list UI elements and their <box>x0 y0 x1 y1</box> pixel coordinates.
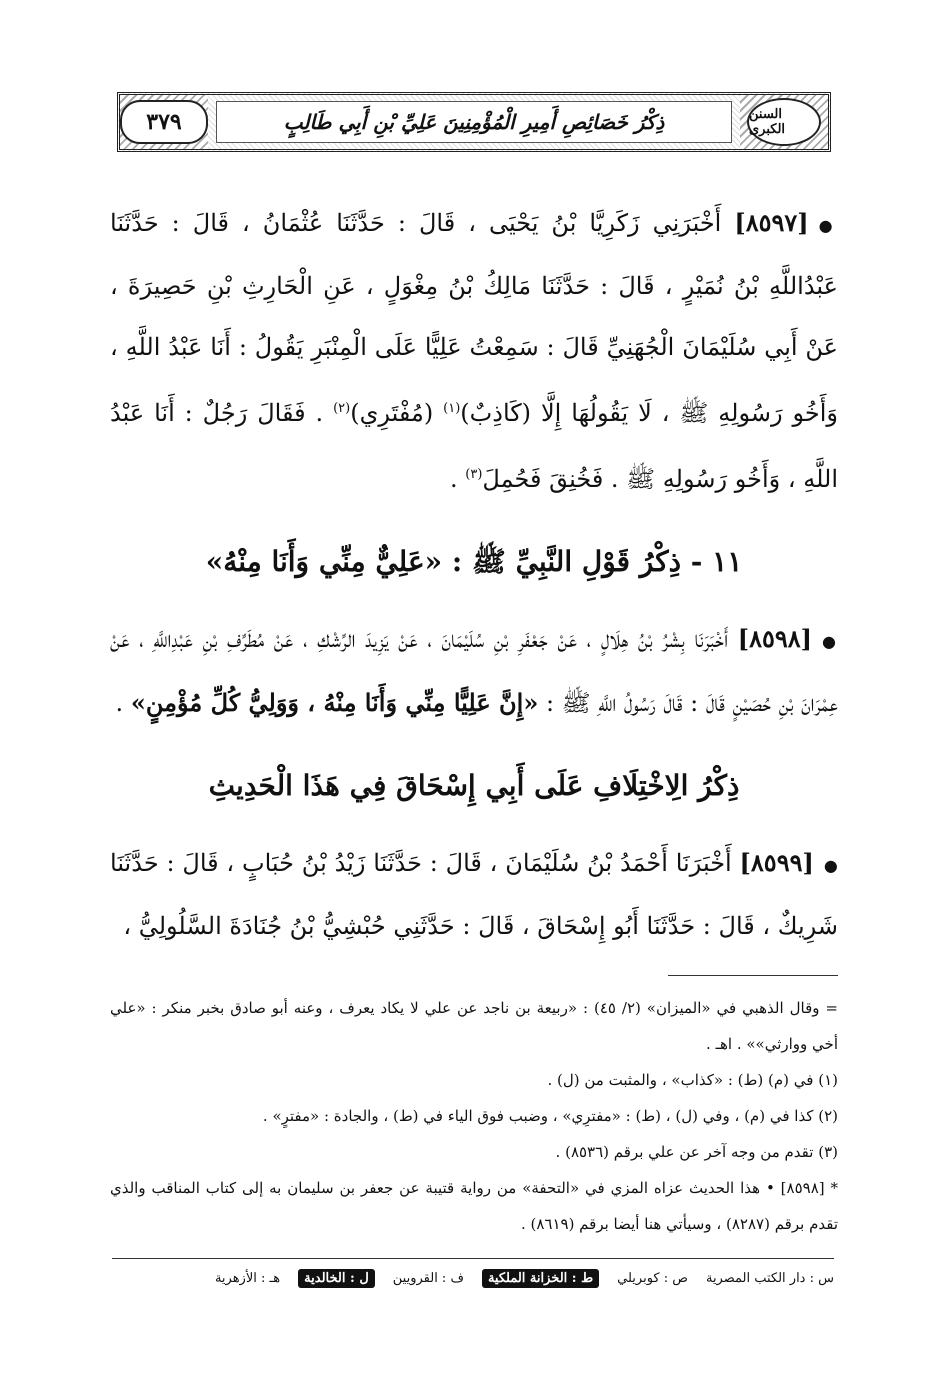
hadith-quote: «إِنَّ عَلِيًّا مِنِّي وَأَنَا مِنْهُ ، وَوَلِيُّ كُلِّ مُؤْمِنٍ» <box>130 688 539 717</box>
manuscript-key <box>112 1258 834 1288</box>
footnote-ref[interactable]: (١) <box>443 401 461 416</box>
hadith-text: (مُفْتَرِي) <box>350 399 434 427</box>
section-title: ذِكْرُ الِاخْتِلَافِ عَلَى أَبِي إِسْحَاقَ فِي هَذَا الْحَدِيثِ <box>208 769 740 802</box>
footnote: * [٨٥٩٨] • هذا الحديث عزاه المزي في «التحفة» من رواية قتيبة عن جعفر بن سليمان به إلى كتاب المناقب والذي تقدم برقم (٨٢٨٧) ، وسيأتي هنا أيضا برقم (٨٦١٩) . <box>110 1179 839 1233</box>
hadith-number: [٨٥٩٧] <box>734 208 809 237</box>
hadith-end: . <box>115 689 124 717</box>
footnotes <box>110 990 838 1242</box>
header-ornament-left <box>120 95 208 149</box>
footnote: (١) في (م) (ط) : «كذاب» ، والمثبت من (ل) . <box>547 1071 838 1089</box>
hadith-number: [٨٥٩٨] <box>737 624 813 653</box>
hadith-text: أَخْبَرَنَا أَحْمَدُ بْنُ سُلَيْمَانَ ، قَالَ : حَدَّثَنَا زَيْدُ بْنُ حُبَابٍ ، قَالَ : حَدَّثَنَا شَرِيكٌ ، قَالَ : حَدَّثَنَا أَبُو إِسْحَاقَ ، قَالَ : حَدَّثَنِي حُبْشِيُّ بْنُ جُنَادَةَ السَّلُولِيُّ ، <box>110 849 838 940</box>
footnote-ref[interactable]: (٣) <box>465 467 483 482</box>
footnote-divider <box>668 975 838 976</box>
header-ornament-right <box>740 95 828 149</box>
section-title: ١١ - ذِكْرُ قَوْلِ النَّبِيِّ ﷺ : «عَلِيٌّ مِنِّي وَأَنَا مِنْهُ» <box>205 545 743 578</box>
bullet-icon: ● <box>818 216 839 235</box>
footnote: = وقال الذهبي في «الميزان» (٢/ ٤٥) : «ربيعة بن ناجد عن علي لا يكاد يعرف ، وعنه أبو صادق بخبر منكر : «علي أخي ووارثي»» . اهـ . <box>110 999 838 1053</box>
page-header <box>117 92 831 152</box>
bullet-icon: ● <box>822 632 838 651</box>
key-item: هـ : الأزهرية <box>214 1271 281 1286</box>
hadith-text: أَخْبَرَنِي زَكَرِيَّا بْنُ يَحْيَى ، قَالَ : حَدَّثَنَا عُثْمَانُ ، قَالَ : حَدَّثَنَا عَبْدُاللَّهِ بْنُ نُمَيْرٍ ، قَالَ : حَدَّثَنَا مَالِكُ بْنُ مِغْوَلٍ ، عَنِ الْحَارِثِ بْنِ حَصِيرَةَ ، عَنْ أَبِي سُلَيْمَانَ الْجُهَنِيِّ قَالَ : سَمِعْتُ عَلِيًّا عَلَى الْمِنْبَرِ يَقُولُ : أَنَا عَبْدُ اللَّهِ ، وَأَخُو رَسُولِهِ ﷺ ، لَا يَقُولُهَا إِلَّا (كَاذِبٌ) <box>110 209 838 427</box>
key-item: ل : الخالدية <box>298 1269 375 1288</box>
footnote: (٣) تقدم من وجه آخر عن علي برقم (٨٥٣٦) . <box>555 1143 838 1161</box>
hadith-8597 <box>110 192 838 510</box>
hadith-text: . فَقَالَ رَجُلٌ : أَنَا عَبْدُ اللَّهِ ، وَأَخُو رَسُولِهِ ﷺ . فَخُنِقَ فَحُمِلَ <box>110 399 838 493</box>
running-title: ذِكْرُ خَصَائِصِ أَمِيرِ الْمُؤْمِنِينَ عَلِيِّ بْنِ أَبِي طَالِبٍ <box>216 101 732 143</box>
bullet-icon: ● <box>823 856 838 875</box>
key-item: ص : كوبريلي <box>617 1271 688 1286</box>
footnote: (٢) كذا في (م) ، وفي (ل) ، (ط) : «مفترِي» ، وضبب فوق الياء في (ط) ، والجادة : «مفترٍ» . <box>262 1107 838 1125</box>
book-logo: السنن الكبرى <box>747 98 821 146</box>
page-number: ٣٧٩ <box>120 100 208 144</box>
key-item: ط : الخزانة الملكية <box>482 1269 599 1288</box>
hadith-8598 <box>110 608 838 734</box>
hadith-number: [٨٥٩٩] <box>739 848 814 877</box>
key-item: س : دار الكتب المصرية <box>705 1271 834 1286</box>
hadith-text: أَخْبَرَنَا بِشْرُ بْنُ هِلَالٍ ، عَنْ جَعْفَرِ بْنِ سُلَيْمَانَ ، عَنْ يَزِيدَ الرِّشْكِ ، عَنْ مُطَرِّفِ بْنِ عَبْدِاللَّهِ ، عَنْ عِمْرَانَ بْنِ حُصَيْنٍ قَالَ : قَالَ رَسُولُ اللَّهِ ﷺ : <box>110 625 838 717</box>
main-text <box>110 192 838 1242</box>
key-item: ف : القرويين <box>392 1271 464 1286</box>
hadith-8599 <box>110 832 838 957</box>
hadith-end: . <box>450 465 458 493</box>
footnote-ref[interactable]: (٢) <box>333 401 351 416</box>
